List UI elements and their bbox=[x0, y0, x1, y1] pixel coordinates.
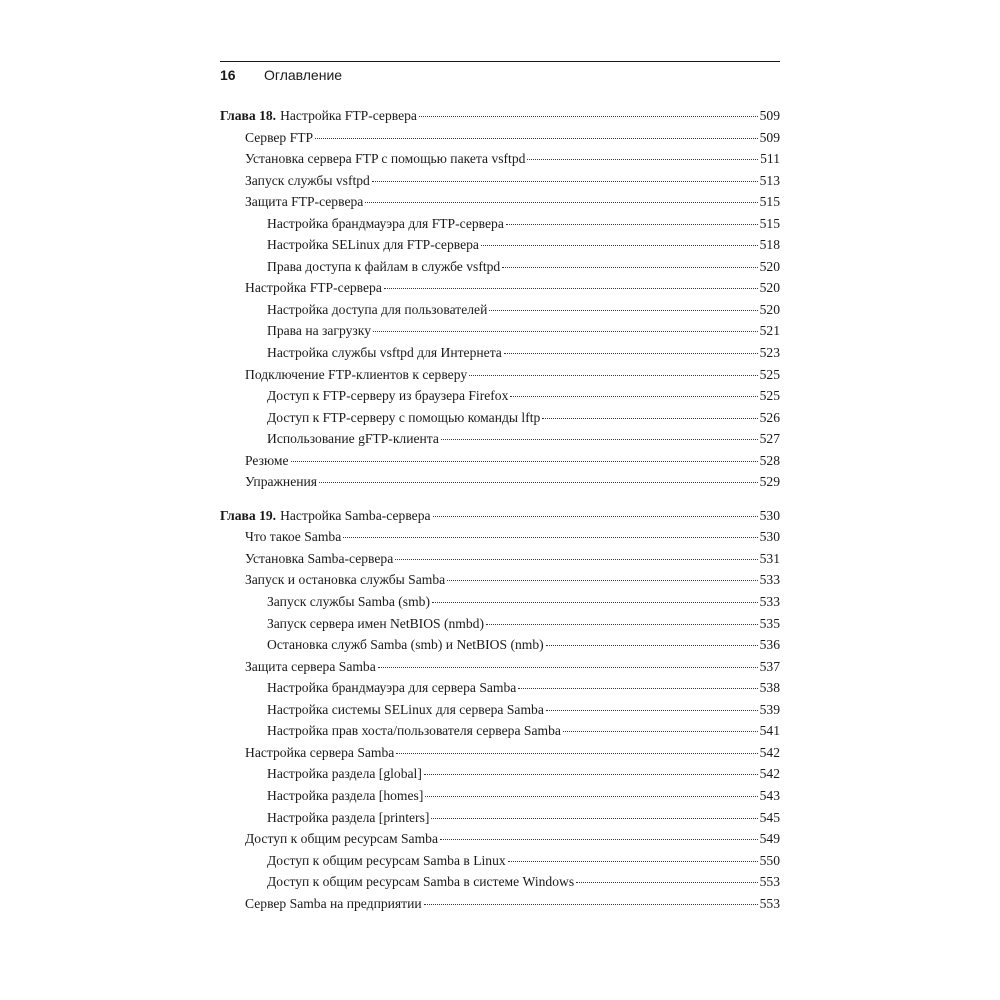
entry-title: Настройка раздела [printers] bbox=[267, 809, 430, 825]
entry-title: Настройка раздела [global] bbox=[267, 766, 422, 782]
entry-page-number: 525 bbox=[759, 388, 780, 404]
entry-page-number: 553 bbox=[759, 874, 780, 890]
entry-title: Доступ к FTP-серверу с помощью команды lftp bbox=[267, 409, 541, 425]
entry-title: Резюме bbox=[245, 452, 289, 468]
toc-section bbox=[220, 191, 780, 213]
entry-page-number: 520 bbox=[759, 280, 780, 296]
toc-section bbox=[220, 277, 780, 299]
entry-page-number: 515 bbox=[759, 194, 780, 210]
entry-page-number: 533 bbox=[759, 594, 780, 610]
toc-subsection bbox=[220, 763, 780, 785]
dot-leader bbox=[432, 602, 758, 603]
dot-leader bbox=[378, 667, 758, 668]
chapter-label: Глава 19. bbox=[220, 507, 277, 523]
toc-section bbox=[220, 127, 780, 149]
toc-section bbox=[220, 742, 780, 764]
entry-page-number: 533 bbox=[759, 572, 780, 588]
chapter-heading bbox=[220, 505, 780, 527]
entry-page-number: 543 bbox=[759, 787, 780, 803]
chapter-page-number: 509 bbox=[759, 108, 780, 123]
entry-title: Доступ к общим ресурсам Samba bbox=[245, 831, 438, 847]
entry-page-number: 538 bbox=[759, 680, 780, 696]
chapter-heading bbox=[220, 105, 780, 127]
entry-page-number: 539 bbox=[759, 701, 780, 717]
entry-page-number: 511 bbox=[760, 151, 780, 167]
dot-leader bbox=[469, 375, 757, 376]
entry-title: Настройка раздела [homes] bbox=[267, 787, 424, 803]
dot-leader bbox=[343, 537, 757, 538]
entry-title: Настройка сервера Samba bbox=[245, 744, 395, 760]
toc-subsection bbox=[220, 699, 780, 721]
entry-page-number: 535 bbox=[759, 615, 780, 631]
toc-subsection bbox=[220, 234, 780, 256]
dot-leader bbox=[504, 353, 758, 354]
dot-leader bbox=[425, 796, 757, 797]
entry-title: Доступ к общим ресурсам Samba в системе Windows bbox=[267, 874, 575, 890]
running-head bbox=[220, 66, 780, 84]
entry-page-number: 530 bbox=[759, 529, 780, 545]
dot-leader bbox=[433, 516, 758, 517]
entry-title: Использование gFTP-клиента bbox=[267, 431, 439, 447]
entry-page-number: 513 bbox=[759, 172, 780, 188]
dot-leader bbox=[502, 267, 757, 268]
dot-leader bbox=[424, 774, 758, 775]
entry-page-number: 523 bbox=[759, 345, 780, 361]
entry-page-number: 518 bbox=[759, 237, 780, 253]
dot-leader bbox=[481, 245, 758, 246]
entry-title: Запуск службы vsftpd bbox=[245, 172, 370, 188]
dot-leader bbox=[431, 818, 757, 819]
dot-leader bbox=[396, 753, 757, 754]
dot-leader bbox=[508, 861, 758, 862]
toc-subsection bbox=[220, 850, 780, 872]
entry-title: Настройка службы vsftpd для Интернета bbox=[267, 345, 502, 361]
toc-subsection bbox=[220, 591, 780, 613]
toc-subsection bbox=[220, 428, 780, 450]
page-number: 16 bbox=[220, 67, 236, 83]
toc-section bbox=[220, 828, 780, 850]
entry-page-number: 515 bbox=[759, 215, 780, 231]
dot-leader bbox=[395, 559, 757, 560]
toc-section bbox=[220, 450, 780, 472]
running-title: Оглавление bbox=[264, 67, 343, 83]
entry-title: Настройка брандмауэра для сервера Samba bbox=[267, 680, 517, 696]
entry-page-number: 541 bbox=[759, 723, 780, 739]
entry-title: Установка сервера FTP с помощью пакета vsftpd bbox=[245, 151, 526, 167]
entry-page-number: 520 bbox=[759, 258, 780, 274]
dot-leader bbox=[546, 710, 758, 711]
entry-page-number: 549 bbox=[759, 831, 780, 847]
toc-subsection bbox=[220, 634, 780, 656]
toc-subsection bbox=[220, 871, 780, 893]
toc-section bbox=[220, 893, 780, 915]
entry-title: Доступ к общим ресурсам Samba в Linux bbox=[267, 852, 506, 868]
dot-leader bbox=[419, 116, 758, 117]
dot-leader bbox=[510, 396, 757, 397]
entry-title: Защита FTP-сервера bbox=[245, 194, 364, 210]
toc-subsection bbox=[220, 320, 780, 342]
entry-page-number: 553 bbox=[759, 895, 780, 911]
entry-page-number: 520 bbox=[759, 301, 780, 317]
toc-section bbox=[220, 364, 780, 386]
chapter-title: Настройка Samba-сервера bbox=[280, 507, 431, 523]
entry-title: Доступ к FTP-серверу из браузера Firefox bbox=[267, 388, 509, 404]
toc-subsection bbox=[220, 342, 780, 364]
toc-section bbox=[220, 526, 780, 548]
entry-title: Настройка доступа для пользователей bbox=[267, 301, 488, 317]
entry-title: Запуск сервера имен NetBIOS (nmbd) bbox=[267, 615, 485, 631]
toc-section bbox=[220, 471, 780, 493]
toc-subsection bbox=[220, 613, 780, 635]
dot-leader bbox=[424, 904, 758, 905]
toc-section bbox=[220, 170, 780, 192]
toc-section bbox=[220, 569, 780, 591]
dot-leader bbox=[384, 288, 758, 289]
entry-title: Установка Samba-сервера bbox=[245, 550, 394, 566]
dot-leader bbox=[372, 181, 758, 182]
chapter-page-number: 530 bbox=[759, 507, 780, 523]
entry-page-number: 529 bbox=[759, 474, 780, 490]
dot-leader bbox=[441, 439, 758, 440]
toc-section bbox=[220, 548, 780, 570]
dot-leader bbox=[518, 688, 757, 689]
entry-page-number: 528 bbox=[759, 452, 780, 468]
chapter-label: Глава 18. bbox=[220, 108, 277, 123]
entry-page-number: 536 bbox=[759, 637, 780, 653]
dot-leader bbox=[563, 731, 758, 732]
entry-page-number: 531 bbox=[759, 550, 780, 566]
toc-subsection bbox=[220, 785, 780, 807]
entry-title: Запуск службы Samba (smb) bbox=[267, 594, 430, 610]
entry-page-number: 537 bbox=[759, 658, 780, 674]
entry-page-number: 550 bbox=[759, 852, 780, 868]
entry-title: Сервер FTP bbox=[245, 129, 314, 145]
dot-leader bbox=[546, 645, 758, 646]
entry-title: Права доступа к файлам в службе vsftpd bbox=[267, 258, 501, 274]
dot-leader bbox=[373, 331, 758, 332]
header-rule bbox=[220, 61, 780, 62]
dot-leader bbox=[315, 138, 758, 139]
toc-subsection bbox=[220, 299, 780, 321]
entry-title: Упражнения bbox=[245, 474, 318, 490]
dot-leader bbox=[489, 310, 757, 311]
entry-page-number: 542 bbox=[759, 766, 780, 782]
dot-leader bbox=[291, 461, 758, 462]
toc-subsection bbox=[220, 385, 780, 407]
toc-subsection bbox=[220, 677, 780, 699]
entry-title: Настройка SELinux для FTP-сервера bbox=[267, 237, 479, 253]
entry-page-number: 521 bbox=[759, 323, 780, 339]
entry-title: Защита сервера Samba bbox=[245, 658, 376, 674]
dot-leader bbox=[527, 159, 758, 160]
dot-leader bbox=[576, 882, 758, 883]
toc-section bbox=[220, 148, 780, 170]
dot-leader bbox=[365, 202, 757, 203]
entry-title: Права на загрузку bbox=[267, 323, 371, 339]
dot-leader bbox=[319, 482, 758, 483]
dot-leader bbox=[506, 224, 758, 225]
entry-page-number: 509 bbox=[759, 129, 780, 145]
entry-page-number: 527 bbox=[759, 431, 780, 447]
chapter-block bbox=[220, 105, 780, 493]
chapter-title: Настройка FTP-сервера bbox=[280, 108, 417, 123]
entry-title: Остановка служб Samba (smb) и NetBIOS (nmb) bbox=[267, 637, 544, 653]
entry-title: Подключение FTP-клиентов к серверу bbox=[245, 366, 468, 382]
toc-subsection bbox=[220, 256, 780, 278]
dot-leader bbox=[486, 624, 758, 625]
chapter-block bbox=[220, 505, 780, 914]
toc-subsection bbox=[220, 720, 780, 742]
entry-page-number: 545 bbox=[759, 809, 780, 825]
entry-title: Настройка FTP-сервера bbox=[245, 280, 382, 296]
entry-page-number: 526 bbox=[759, 409, 780, 425]
dot-leader bbox=[440, 839, 758, 840]
toc-subsection bbox=[220, 807, 780, 829]
entry-title: Настройка брандмауэра для FTP-сервера bbox=[267, 215, 504, 231]
entry-page-number: 542 bbox=[759, 744, 780, 760]
dot-leader bbox=[542, 418, 757, 419]
entry-title: Сервер Samba на предприятии bbox=[245, 895, 422, 911]
toc-section bbox=[220, 656, 780, 678]
entry-title: Что такое Samba bbox=[245, 529, 342, 545]
toc-subsection bbox=[220, 213, 780, 235]
dot-leader bbox=[447, 580, 757, 581]
toc-subsection bbox=[220, 407, 780, 429]
table-of-contents bbox=[220, 105, 780, 914]
entry-title: Настройка прав хоста/пользователя сервера Samba bbox=[267, 723, 561, 739]
entry-page-number: 525 bbox=[759, 366, 780, 382]
entry-title: Настройка системы SELinux для сервера Samba bbox=[267, 701, 544, 717]
entry-title: Запуск и остановка службы Samba bbox=[245, 572, 446, 588]
